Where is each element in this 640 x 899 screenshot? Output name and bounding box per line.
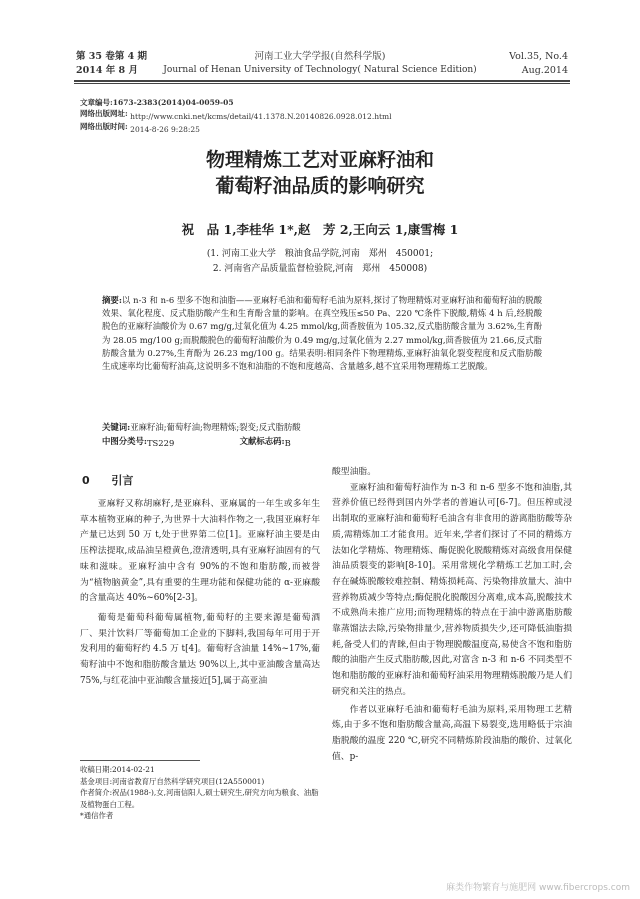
online-time-line xyxy=(80,121,200,132)
right-column xyxy=(332,465,572,765)
abstract xyxy=(102,294,542,373)
section-heading xyxy=(82,472,133,488)
header-date-cn: 2014 年 8 月 xyxy=(76,65,138,76)
header-volume-cn: 第 35 卷第 4 期 xyxy=(76,51,148,62)
header-date-en: Aug.2014 xyxy=(521,65,568,76)
clc-label: 中图分类号: xyxy=(102,436,147,446)
online-url-label: 网络出版网址: xyxy=(80,109,128,118)
header-rule-thin xyxy=(74,83,570,84)
body-paragraph: 葡萄是葡萄科葡萄属植物,葡萄籽的主要来源是葡萄酒厂、果汁饮料厂等葡萄加工企业的下脚料,我国每年可用于开发利用的葡萄籽约 4.5 万 t[4]。葡萄籽含油量 14%~17%,葡萄籽油中不饱和脂肪酸含量达 90%以上,其中亚油酸含量高达 75%,与红花油中亚油酸含量接近[5],属于高亚油 xyxy=(80,612,320,686)
keywords xyxy=(102,421,542,433)
body-paragraph: 亚麻籽油和葡萄籽油作为 n-3 和 n-6 型多不饱和油脂,其营养价值已经得到国内外学者的普遍认可[6-7]。但压榨或浸出制取的亚麻籽油和葡萄籽毛油含有非食用的游离脂肪酸等杂质,需精炼加工才能食用。近年来,学者们探讨了不同的精炼方法如化学精炼、物理精炼、酶促脱化脱酸精炼对高级食用保健油品质裂变的影响[8-10]。采用常规化学精炼工艺加工时,会存在碱炼脱酸较难控制、精炼损耗高、污染物排放量大、油中营养物质减少等特点;酶促脱化脱酸因分离难,成本高,脱酸技术不成熟尚未推广应用;而物理精炼的特点在于油中游离脂肪酸靠蒸馏法去除,污染物排量少,营养物质损失少,还可降低油脂损耗,备受人们的青睐,但由于物理脱酸温度高,易使含不饱和脂肪酸的油脂产生反式脂肪酸,因此,对富含 n-3 和 n-6 不同类型不饱和脂肪酸的亚麻籽油和葡萄籽油采用物理精炼脱酸乃是人们研究和关注的热点。 xyxy=(332,482,572,697)
clc-code: TS229 xyxy=(146,438,175,448)
article-number: 文章编号:1673-2383(2014)04-0059-05 xyxy=(80,98,234,107)
abstract-text: 以 n-3 和 n-6 型多不饱和油脂——亚麻籽毛油和葡萄籽毛油为原料,探讨了物理精炼对亚麻籽油和葡萄籽油的脱酸效果、氧化程度、反式脂肪酸产生和生育酚含量的影响。在真空残压≤50 Pa、220 ℃条件下脱酸,精炼 4 h 后,经脱酸脱色的亚麻籽油酸价为 0.67 mg/g,过氧化值为 4.25 mmol/kg,茴香胺值为 105.32,反式脂肪酸含量为 3.62%,生育酚为 28.05 mg/100 g;而脱酸脱色的葡萄籽油酸价为 0.49 mg/g,过氧化值为 2.27 mmol/kg,茴香胺值为 21.66,反式脂肪酸含量为 0.27%,生育酚为 26.23 mg/100 g。结果表明:相同条件下物理精炼,亚麻籽油氧化裂变程度和反式脂肪酸生成速率均比葡萄籽油高,这说明多不饱和油脂的不饱和度越高、含量越多,越不宜采用物理精炼工艺脱酸。 xyxy=(102,295,543,372)
section-title: 引言 xyxy=(111,474,134,487)
left-column xyxy=(80,497,320,689)
doc-code-label: 文献标志码: xyxy=(239,436,285,446)
footnote-received: 收稿日期:2014-02-21 xyxy=(80,765,155,774)
keywords-text: 亚麻籽油;葡萄籽油;物理精炼;裂变;反式脂肪酸 xyxy=(130,422,301,432)
doc-code: B xyxy=(284,438,291,448)
online-time-label: 网络出版时间: xyxy=(80,122,128,131)
paper-title-line-2: 葡萄籽油品质的影响研究 xyxy=(215,175,425,197)
online-url-line xyxy=(80,108,392,119)
affiliation-line-2: 2. 河南省产品质量监督检验院,河南 郑州 450008) xyxy=(212,264,428,274)
site-watermark: 麻类作物繁育与施肥网 www.fibercrops.com xyxy=(446,883,630,893)
affiliation-line-1: (1. 河南工业大学 粮油食品学院,河南 郑州 450001; xyxy=(206,249,434,259)
section-number: 0 xyxy=(82,474,90,487)
footnote-corresponding: *通信作者 xyxy=(80,811,114,820)
header-rule-thick xyxy=(74,80,570,82)
header-volume-en: Vol.35, No.4 xyxy=(509,51,568,62)
body-paragraph: 亚麻籽又称胡麻籽,是亚麻科、亚麻属的一年生或多年生草本植物亚麻的种子,为世界十大油料作物之一,我国亚麻籽年产量已达到 50 万 t,处于世界第二位[1]。亚麻籽油主要是由压榨法提取,成品油呈橙黄色,澄清透明,具有亚麻籽油固有的气味和滋味。亚麻籽油中含有 90%的不饱和脂肪酸,而被誉为“植物脑黄金”,具有重要的生理功能和保健功能的 α-亚麻酸的含量高达 40%~60%[2-3]。 xyxy=(80,499,320,604)
online-time: 2014-8-26 9:28:25 xyxy=(130,125,200,134)
body-paragraph: 酸型油脂。 xyxy=(332,467,376,477)
keywords-label: 关键词: xyxy=(102,422,131,432)
footnote-rule xyxy=(80,760,200,761)
online-url[interactable]: http://www.cnki.net/kcms/detail/41.1378.N.20140826.0928.012.html xyxy=(130,112,392,121)
footnote-funding: 基金项目:河南省教育厅自然科学研究项目(12A550001) xyxy=(80,776,265,786)
footnotes xyxy=(80,764,320,822)
paper-title-line-1: 物理精炼工艺对亚麻籽油和 xyxy=(205,149,434,171)
header-journal-en: Journal of Henan University of Technology( Natural Science Edition) xyxy=(163,65,477,75)
author-list: 祝 品 1,李桂华 1*,赵 芳 2,王向云 1,康雪梅 1 xyxy=(181,222,459,237)
abstract-label: 摘要: xyxy=(102,295,122,305)
footnote-author-bio: 作者简介:祝品(1988-),女,河南信阳人,硕士研究生,研究方向为粮食、油脂及植物蛋白工程。 xyxy=(80,788,319,809)
header-journal-cn: 河南工业大学学报(自然科学版) xyxy=(254,51,386,62)
classification xyxy=(102,435,542,447)
body-paragraph: 作者以亚麻籽毛油和葡萄籽毛油为原料,采用物理工艺精炼,由于多不饱和脂肪酸含量高,高温下易裂变,选用略低于宗油脂脱酸的温度 220 ℃,研究不同精炼阶段油脂的酸价、过氧化值、p- xyxy=(332,704,572,762)
